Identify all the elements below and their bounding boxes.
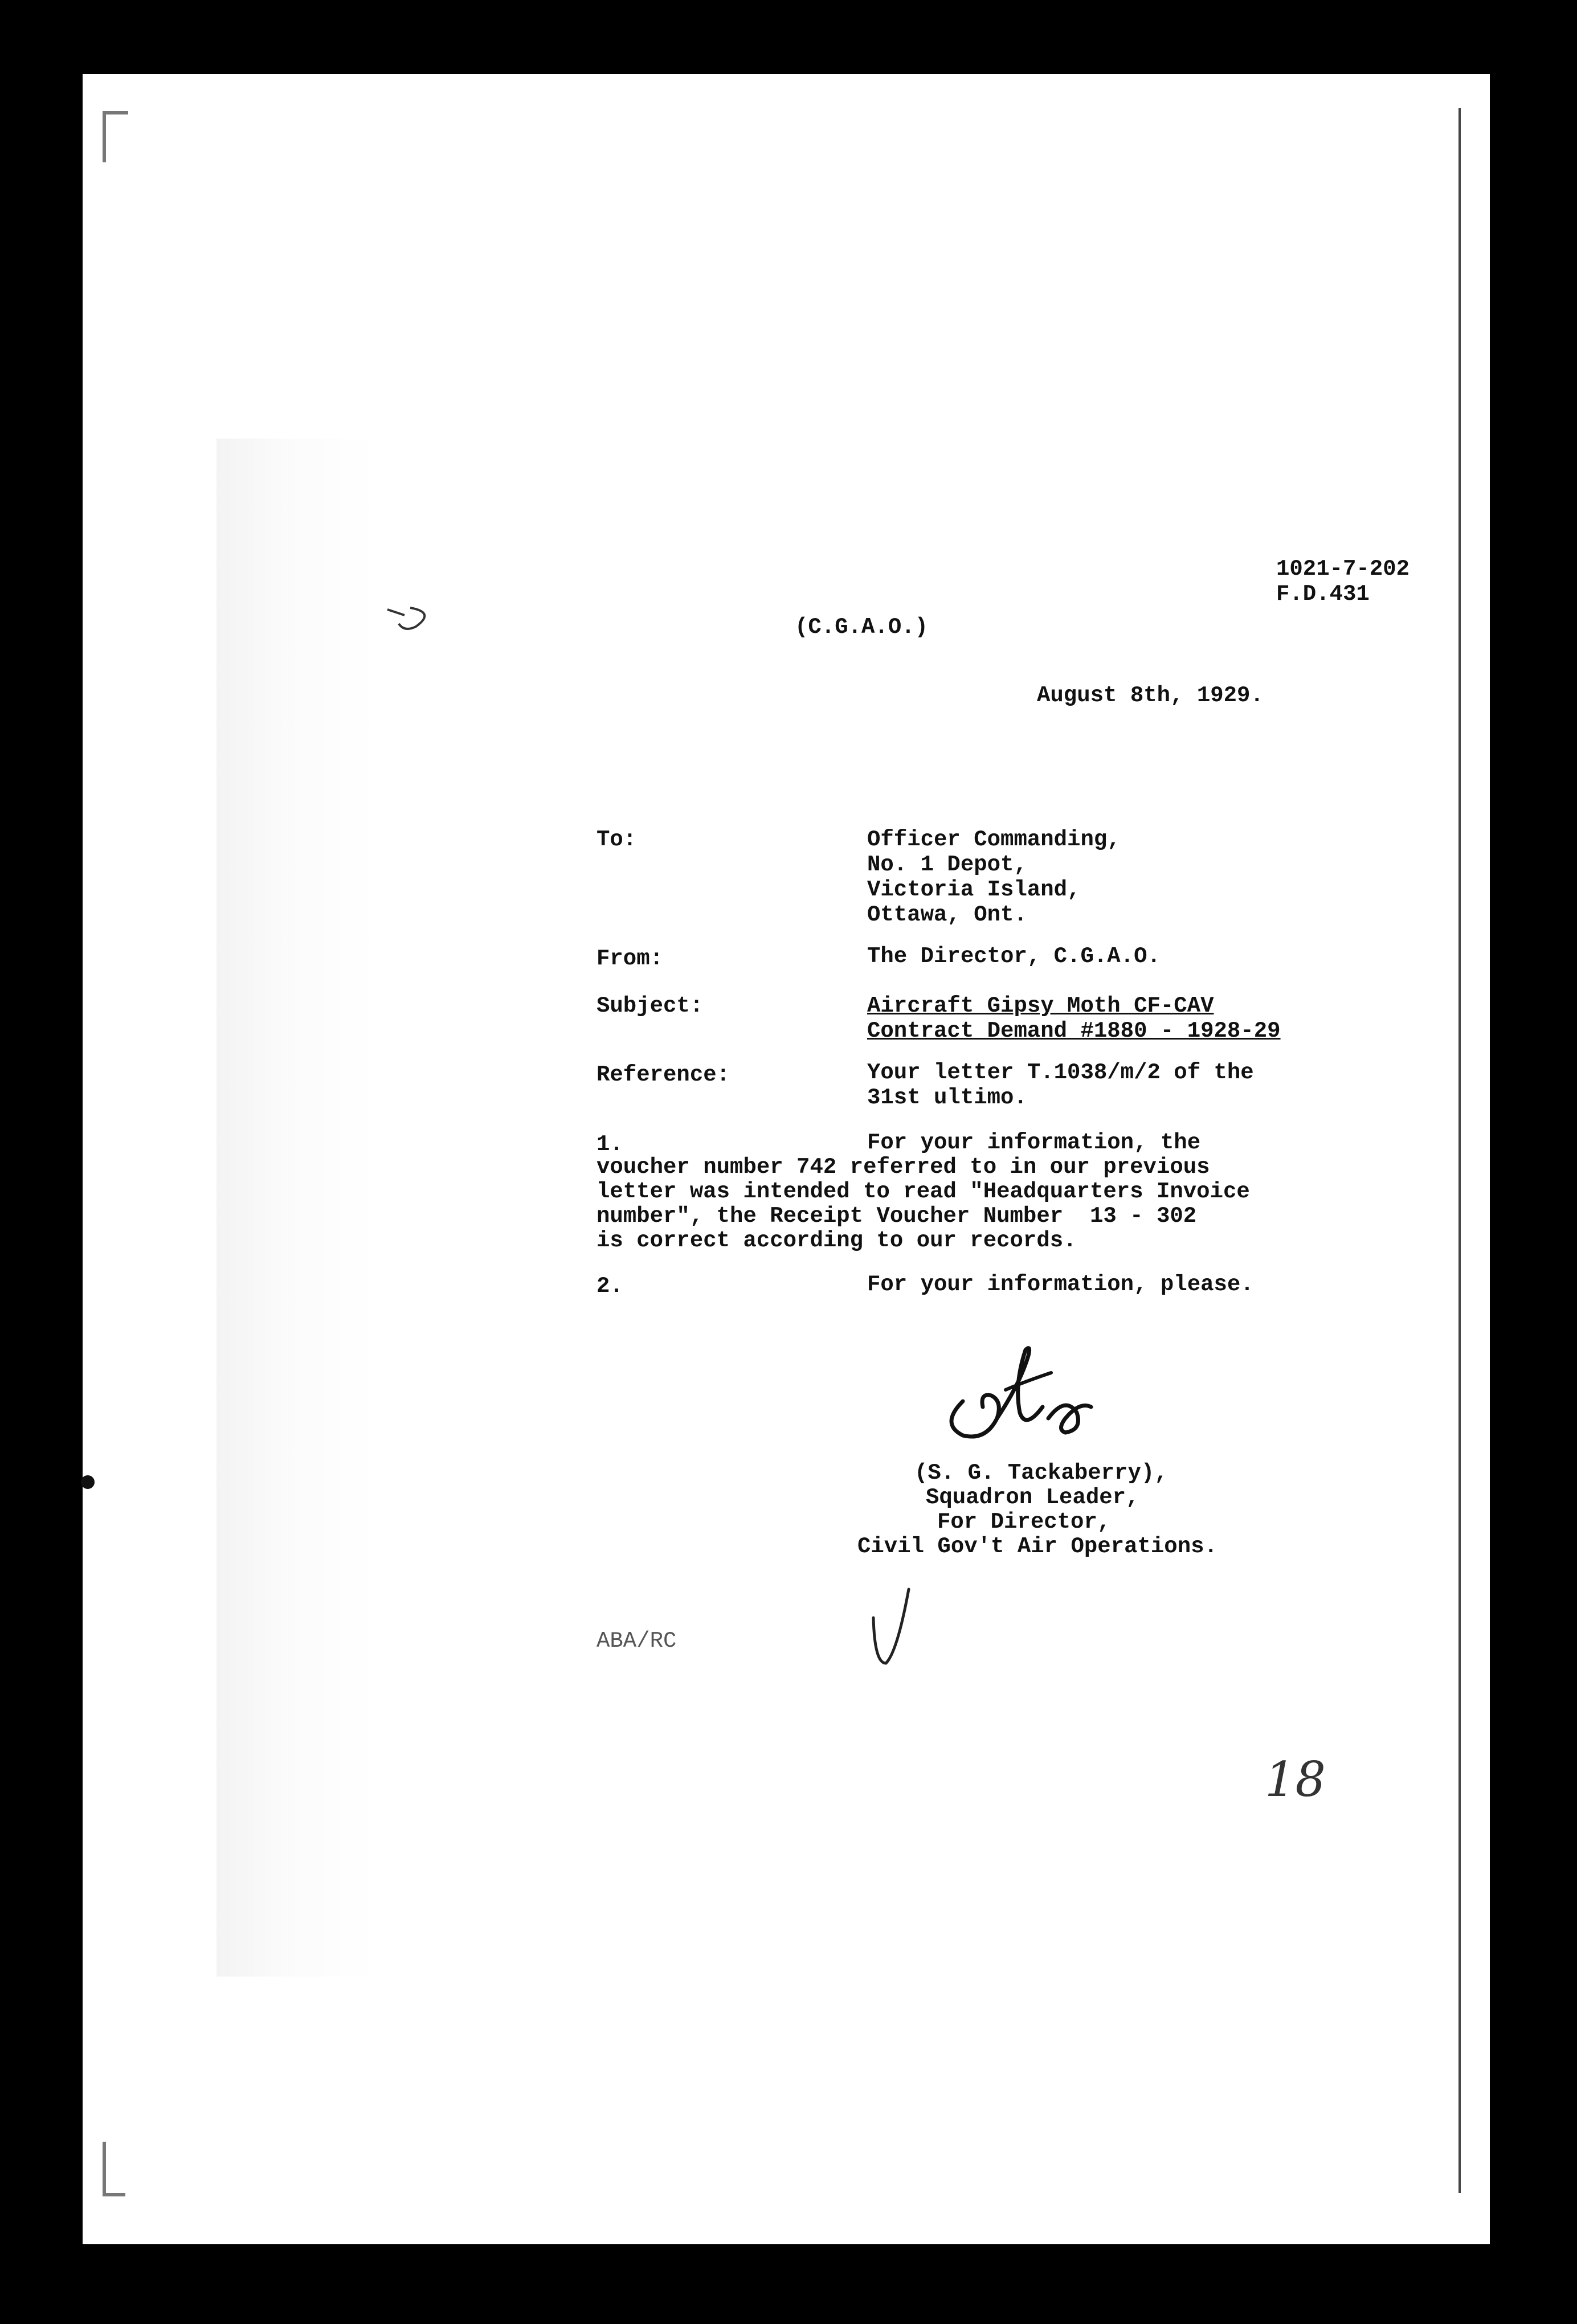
crop-mark-bottom-left-h xyxy=(103,2193,125,2196)
signature-office: Civil Gov't Air Operations. xyxy=(857,1534,1218,1559)
crop-mark-top-left xyxy=(103,111,106,162)
subject-line-1: Aircraft Gipsy Moth CF-CAV xyxy=(867,993,1214,1018)
handwritten-signature xyxy=(929,1333,1111,1458)
paragraph-2-line-1: For your information, please. xyxy=(867,1272,1254,1297)
to-line-2: No. 1 Depot, xyxy=(867,852,1027,877)
to-line-4: Ottawa, Ont. xyxy=(867,902,1027,927)
letter-date: August 8th, 1929. xyxy=(1037,683,1264,708)
subject-label: Subject: xyxy=(597,993,704,1018)
to-label: To: xyxy=(597,827,637,852)
signature-rank: Squadron Leader, xyxy=(926,1485,1139,1510)
reference-label: Reference: xyxy=(597,1062,730,1087)
subject-line-2: Contract Demand #1880 - 1928-29 xyxy=(867,1018,1281,1044)
from-label: From: xyxy=(597,946,664,971)
to-line-1: Officer Commanding, xyxy=(867,827,1121,852)
handwritten-page-number: 18 xyxy=(1265,1752,1326,1807)
typist-initials: ABA/RC xyxy=(597,1629,677,1654)
reference-line-2: 31st ultimo. xyxy=(867,1085,1027,1110)
paragraph-2-number: 2. xyxy=(597,1274,623,1299)
paragraph-1-line-5: is correct according to our records. xyxy=(597,1228,1077,1253)
signature-name: (S. G. Tackaberry), xyxy=(914,1460,1168,1486)
paragraph-1-line-1: For your information, the xyxy=(867,1130,1201,1155)
right-edge-line xyxy=(1458,108,1461,2193)
paragraph-1-line-4: number", the Receipt Voucher Number 13 - 302 xyxy=(597,1204,1197,1229)
paragraph-1-number: 1. xyxy=(597,1132,623,1157)
signature-for-director: For Director, xyxy=(937,1509,1111,1535)
file-reference-2: F.D.431 xyxy=(1276,582,1370,607)
reference-line-1: Your letter T.1038/m/2 of the xyxy=(867,1060,1254,1085)
letterhead: (C.G.A.O.) xyxy=(795,615,929,640)
file-reference-1: 1021-7-202 xyxy=(1276,557,1410,582)
check-mark xyxy=(869,1584,914,1669)
to-line-3: Victoria Island, xyxy=(867,877,1081,902)
punch-hole xyxy=(81,1475,95,1489)
paragraph-1-line-2: voucher number 742 referred to in our previous xyxy=(597,1155,1210,1180)
crop-mark-top-left-h xyxy=(103,111,128,114)
from-value: The Director, C.G.A.O. xyxy=(867,944,1161,969)
handwritten-mark xyxy=(382,601,444,635)
crop-mark-bottom-left xyxy=(103,2142,106,2196)
paragraph-1-line-3: letter was intended to read "Headquarters Invoice xyxy=(597,1179,1250,1204)
